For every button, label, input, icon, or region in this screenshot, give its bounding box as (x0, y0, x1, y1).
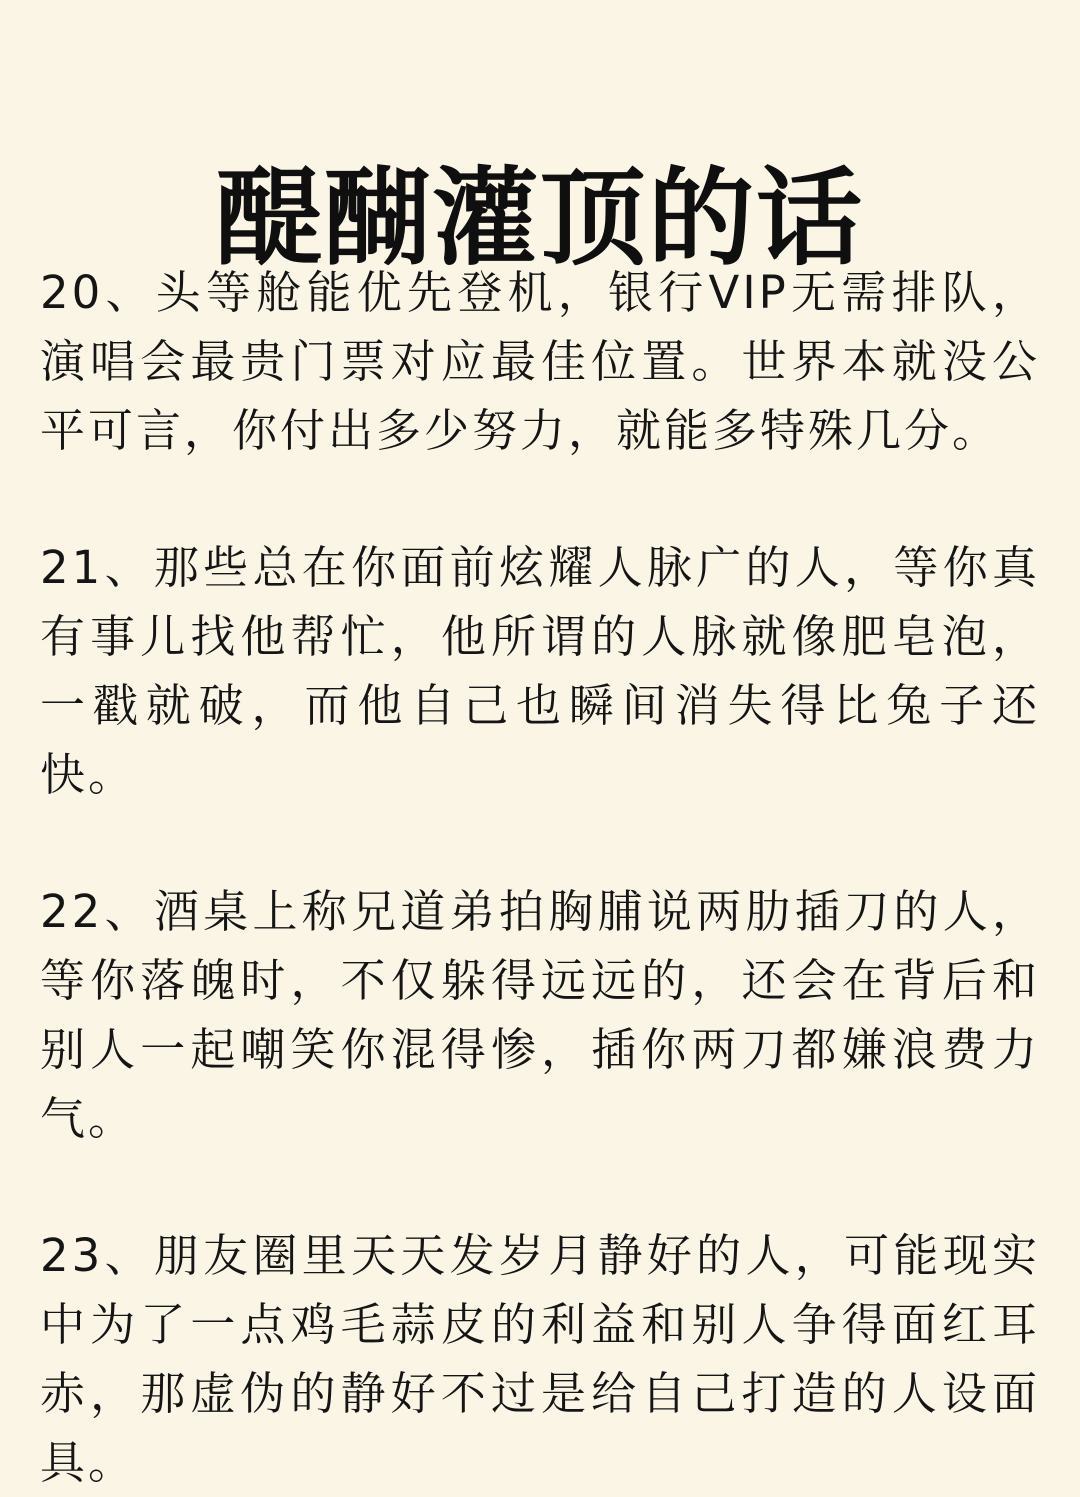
quote-item-20: 20、头等舱能优先登机，银行VIP无需排队，演唱会最贵门票对应最佳位置。世界本就没公平可言，你付出多少努力，就能多特殊几分。 (40, 266, 1040, 457)
quote-item-23: 23、朋友圈里天天发岁月静好的人，可能现实中为了一点鸡毛蒜皮的利益和别人争得面红耳赤，那虚伪的静好不过是给自己打造的人设面具。 (40, 1229, 1040, 1489)
page-title: 醍醐灌顶的话 (216, 157, 864, 281)
quote-item-22: 22、酒桌上称兄道弟拍胸脯说两肋插刀的人，等你落魄时，不仅躲得远远的，还会在背后和别人一起嘲笑你混得惨，插你两刀都嫌浪费力气。 (40, 885, 1040, 1145)
quote-item-21: 21、那些总在你面前炫耀人脉广的人，等你真有事儿找他帮忙，他所谓的人脉就像肥皂泡，一戳就破，而他自己也瞬间消失得比兔子还快。 (40, 541, 1040, 801)
quote-list (40, 258, 1040, 1497)
